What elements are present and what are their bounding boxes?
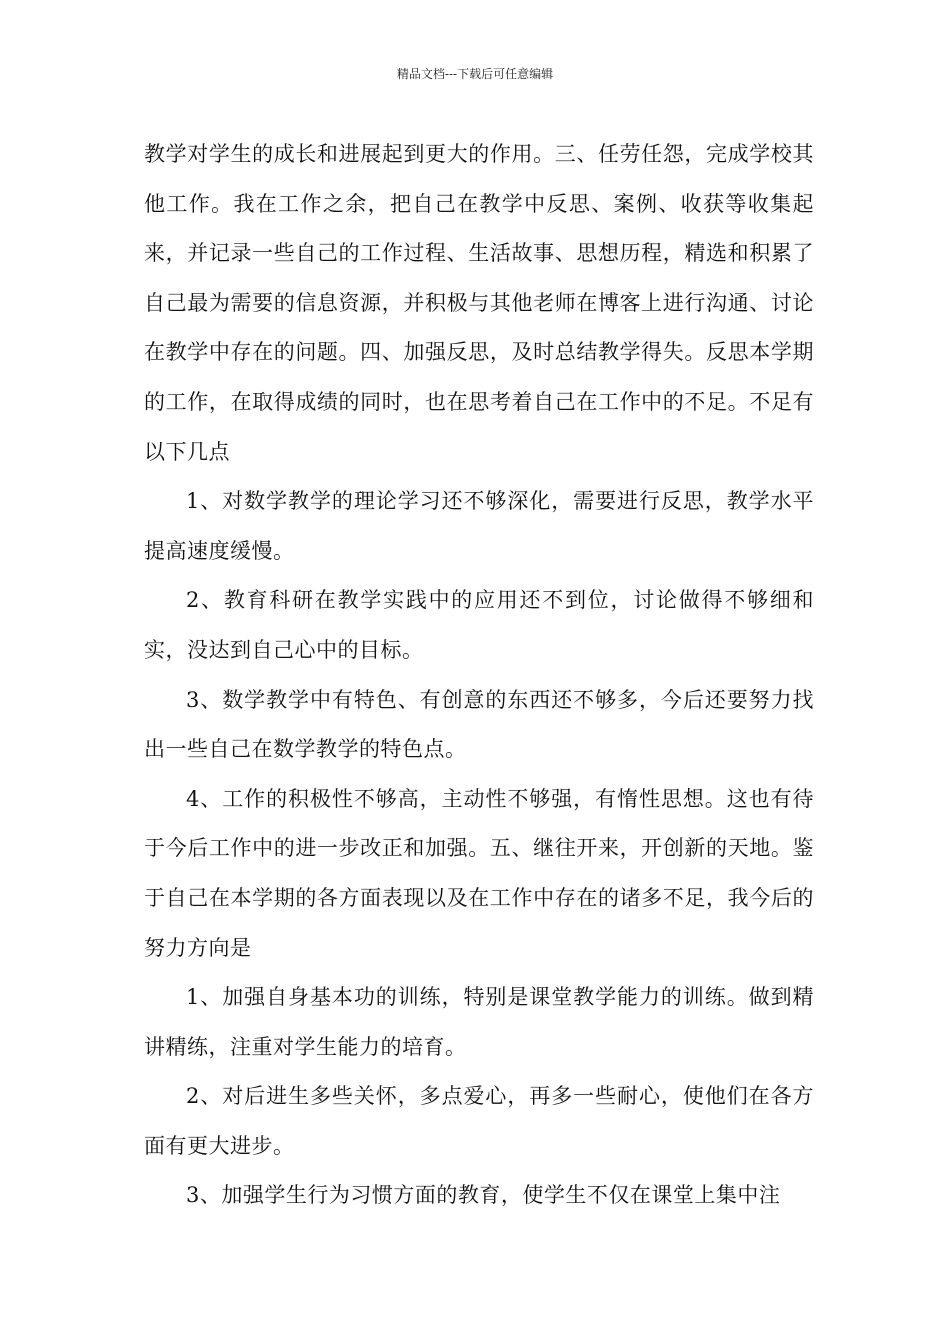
document-body [144,130,814,1221]
paragraph-item: 2、教育科研在教学实践中的应用还不到位，讨论做得不够细和实，没达到自己心中的目标。 [144,588,814,662]
paragraph-item: 4、工作的积极性不够高，主动性不够强，有惰性思想。这也有待于今后工作中的进一步改正和加强。五、继往开来，开创新的天地。鉴于自己在本学期的各方面表现以及在工作中存在的诸多不足，我今后的努力方向是 [144,786,814,960]
paragraph-continuation: 教学对学生的成长和进展起到更大的作用。三、任劳任怨，完成学校其他工作。我在工作之余，把自己在教学中反思、案例、收获等收集起来，并记录一些自己的工作过程、生活故事、思想历程，精选和积累了自己最为需要的信息资源，并积极与其他老师在博客上进行沟通、讨论在教学中存在的问题。四、加强反思，及时总结教学得失。反思本学期的工作，在取得成绩的同时，也在思考着自己在工作中的不足。不足有以下几点 [144,142,814,464]
paragraph-item: 1、对数学教学的理论学习还不够深化，需要进行反思，教学水平提高速度缓慢。 [144,489,814,563]
paragraph-item: 3、加强学生行为习惯方面的教育，使学生不仅在课堂上集中注 [186,1183,781,1208]
paragraph-item: 1、加强自身基本功的训练，特别是课堂教学能力的训练。做到精讲精练，注重对学生能力的培育。 [144,985,814,1059]
paragraph-item: 3、数学教学中有特色、有创意的东西还不够多，今后还要努力找出一些自己在数学教学的特色点。 [144,687,814,762]
paragraph-item: 2、对后进生多些关怀，多点爱心，再多一些耐心，使他们在各方面有更大进步。 [144,1084,814,1158]
page-header: 精品文档---下载后可任意编辑 [396,67,554,81]
